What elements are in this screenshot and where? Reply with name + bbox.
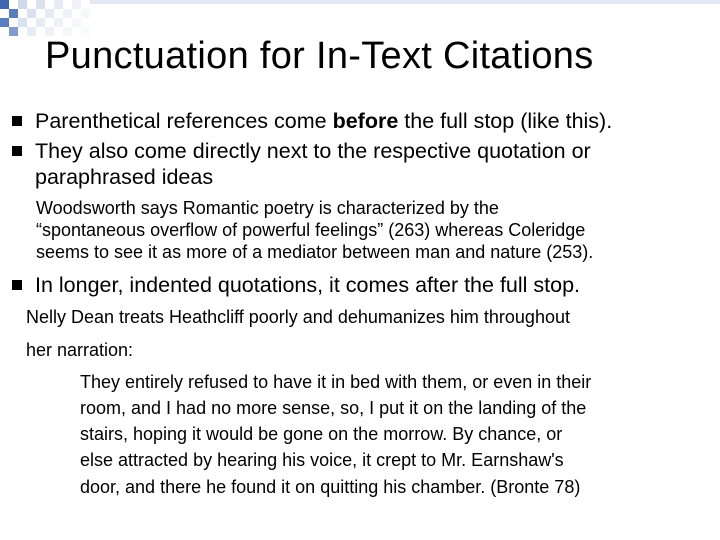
bullet-2-line-1: They also come directly next to the respective quotation or xyxy=(35,139,591,163)
corner-decoration xyxy=(0,0,720,40)
bullet-square-icon xyxy=(12,116,22,126)
block-quote-line-5: door, and there he found it on quitting his chamber. (Bronte 78) xyxy=(80,477,581,497)
block-quote-line-1: They entirely refused to have it in bed with them, or even in their xyxy=(80,372,592,392)
corner-checker-square xyxy=(54,18,63,27)
corner-checker-square xyxy=(18,0,27,9)
block-quote-line-2: room, and I had no more sense, so, I put it on the landing of the xyxy=(80,398,587,418)
corner-checker-square xyxy=(72,0,81,9)
corner-checker-square xyxy=(72,18,81,27)
bullet-2-line-2: paraphrased ideas xyxy=(35,165,214,189)
bullet-1-prefix: Parenthetical references come xyxy=(35,109,333,133)
corner-checker-square xyxy=(27,9,36,18)
corner-checker-square xyxy=(36,0,45,9)
example-1-line-2: “spontaneous overflow of powerful feelings” (263) whereas Coleridge xyxy=(36,220,586,240)
example-2-intro-line-2: her narration: xyxy=(26,340,134,360)
block-quote-line-3: stairs, hoping it would be gone on the morrow. By chance, or xyxy=(80,424,563,444)
corner-checker-square xyxy=(81,9,90,18)
corner-checker-square xyxy=(18,18,27,27)
bullet-square-icon xyxy=(12,146,22,156)
bullet-1-emphasis: before xyxy=(332,109,399,133)
corner-checker-square xyxy=(0,18,9,27)
corner-checker-square xyxy=(54,0,63,9)
example-2-intro-line-1: Nelly Dean treats Heathcliff poorly and dehumanizes him throughout xyxy=(26,307,570,327)
bullet-1-text xyxy=(35,108,612,134)
corner-checker-square xyxy=(63,9,72,18)
corner-checker-square xyxy=(0,0,9,9)
example-1-line-1: Woodsworth says Romantic poetry is characterized by the xyxy=(36,198,499,218)
example-1-line-3: seems to see it as more of a mediator between man and nature (253). xyxy=(36,242,594,262)
top-band xyxy=(90,0,720,4)
corner-checker-square xyxy=(9,27,18,36)
corner-checker-square xyxy=(36,18,45,27)
corner-checker-square xyxy=(45,9,54,18)
bullet-3-text: In longer, indented quotations, it comes after the full stop. xyxy=(35,273,581,297)
block-quote-line-4: else attracted by hearing his voice, it crept to Mr. Earnshaw's xyxy=(80,450,564,470)
slide-title: Punctuation for In-Text Citations xyxy=(45,35,594,77)
corner-checker-square xyxy=(27,27,36,36)
bullet-square-icon xyxy=(12,280,22,290)
bullet-1-suffix: the full stop (like this). xyxy=(398,109,613,133)
corner-checker-square xyxy=(9,9,18,18)
